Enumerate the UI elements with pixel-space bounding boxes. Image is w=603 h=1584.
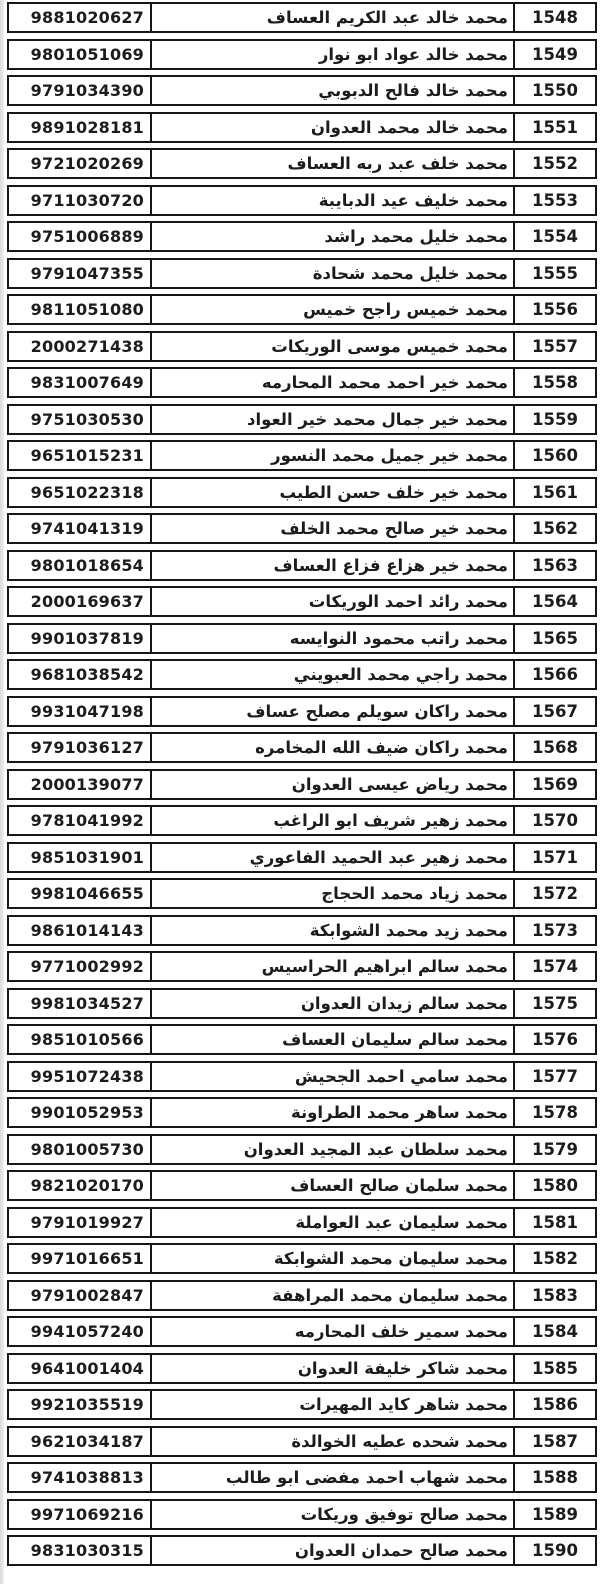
national-id-cell: 9801005730 — [9, 1136, 152, 1163]
name-cell: محمد شاكر خليفة العدوان — [297, 1358, 508, 1378]
table-row — [7, 878, 597, 909]
name-cell: محمد سليمان محمد المراهفة — [272, 1285, 508, 1305]
seq-cell: 1565 — [513, 625, 595, 652]
name-cell: محمد ساهر محمد الطراونة — [290, 1103, 508, 1122]
table-row — [7, 440, 597, 471]
seq-cell: 1589 — [513, 1501, 595, 1528]
national-id-cell: 9741041319 — [9, 515, 152, 542]
seq-cell: 1578 — [513, 1099, 595, 1126]
national-id-cell: 9951072438 — [9, 1063, 152, 1090]
name-cell: محمد سالم سليمان العساف — [282, 1030, 508, 1049]
name-cell: محمد سلطان عبد المجيد العدوان — [243, 1139, 508, 1159]
table-row — [7, 732, 597, 763]
seq-cell: 1583 — [513, 1282, 595, 1309]
national-id-cell: 9791019927 — [9, 1209, 152, 1236]
national-id-cell: 9811051080 — [9, 296, 152, 323]
seq-cell: 1567 — [513, 698, 595, 725]
table-row — [7, 951, 597, 982]
national-id-cell: 9901052953 — [9, 1099, 152, 1126]
table-row — [7, 1426, 597, 1457]
name-cell: محمد خليل محمد راشد — [324, 227, 508, 246]
national-id-cell: 9831030315 — [9, 1537, 152, 1564]
seq-cell: 1551 — [513, 114, 595, 141]
seq-cell: 1554 — [513, 223, 595, 250]
seq-cell: 1573 — [513, 917, 595, 944]
name-cell: محمد شاهر كايد المهيرات — [299, 1395, 508, 1414]
national-id-cell: 2000271438 — [9, 333, 152, 360]
name-cell: محمد سالم زيدان العدوان — [300, 993, 508, 1013]
name-cell: محمد خير خلف حسن الطيب — [279, 482, 508, 502]
seq-cell: 1548 — [513, 4, 595, 31]
table-row — [7, 1462, 597, 1493]
seq-cell: 1556 — [513, 296, 595, 323]
name-cell: محمد سليمان عبد العواملة — [295, 1212, 508, 1232]
national-id-cell: 9851031901 — [9, 844, 152, 871]
seq-cell: 1552 — [513, 150, 595, 177]
name-cell: محمد سليمان محمد الشوابكة — [273, 1249, 508, 1268]
name-cell: محمد خليل محمد شحادة — [312, 263, 508, 283]
national-id-cell: 9801018654 — [9, 552, 152, 579]
name-cell: محمد خير صالح محمد الخلف — [280, 519, 508, 538]
name-cell: محمد سلمان صالح العساف — [290, 1176, 508, 1195]
national-id-cell: 9971069216 — [9, 1501, 152, 1528]
registry-table — [7, 2, 597, 1572]
seq-cell: 1572 — [513, 880, 595, 907]
seq-cell: 1550 — [513, 77, 595, 104]
table-row — [7, 1134, 597, 1165]
name-cell: محمد خالد محمد العدوان — [310, 117, 508, 137]
seq-cell: 1581 — [513, 1209, 595, 1236]
table-row — [7, 75, 597, 106]
table-row — [7, 1170, 597, 1201]
name-cell: محمد خميس موسى الوريكات — [271, 336, 508, 356]
name-cell: محمد سامي احمد الجحيش — [294, 1066, 508, 1086]
seq-cell: 1580 — [513, 1172, 595, 1199]
name-cell: محمد خير هزاع فزاع العساف — [273, 555, 508, 575]
name-cell: محمد رياض عيسى العدوان — [291, 774, 508, 794]
table-row — [7, 148, 597, 179]
national-id-cell: 9941057240 — [9, 1318, 152, 1345]
table-row — [7, 988, 597, 1019]
table-row — [7, 112, 597, 143]
national-id-cell: 9831007649 — [9, 369, 152, 396]
name-cell: محمد سمير خلف المحارمه — [294, 1322, 508, 1341]
name-cell: محمد رائد احمد الوريكات — [308, 592, 508, 611]
national-id-cell: 9851010566 — [9, 1026, 152, 1053]
table-row — [7, 696, 597, 727]
seq-cell: 1555 — [513, 260, 595, 287]
national-id-cell: 9791034390 — [9, 77, 152, 104]
national-id-cell: 9861014143 — [9, 917, 152, 944]
name-cell: محمد خلف عبد ربه العساف — [287, 154, 508, 173]
national-id-cell: 9651015231 — [9, 442, 152, 469]
seq-cell: 1564 — [513, 588, 595, 615]
name-cell: محمد خميس راجح خميس — [303, 300, 508, 319]
table-row — [7, 404, 597, 435]
national-id-cell: 9791036127 — [9, 734, 152, 761]
table-row — [7, 1207, 597, 1238]
national-id-cell: 9901037819 — [9, 625, 152, 652]
seq-cell: 1576 — [513, 1026, 595, 1053]
table-row — [7, 842, 597, 873]
national-id-cell: 9801051069 — [9, 41, 152, 68]
table-row — [7, 367, 597, 398]
national-id-cell: 9651022318 — [9, 479, 152, 506]
table-row — [7, 1024, 597, 1055]
name-cell: محمد زياد محمد الحجاج — [321, 884, 508, 903]
table-row — [7, 1316, 597, 1347]
table-row — [7, 331, 597, 362]
national-id-cell: 9891028181 — [9, 114, 152, 141]
seq-cell: 1566 — [513, 661, 595, 688]
name-cell: محمد خالد فالح الدبوبي — [318, 81, 508, 100]
seq-cell: 1563 — [513, 552, 595, 579]
table-row — [7, 915, 597, 946]
national-id-cell: 9921035519 — [9, 1391, 152, 1418]
table-row — [7, 2, 597, 33]
seq-cell: 1568 — [513, 734, 595, 761]
seq-cell: 1571 — [513, 844, 595, 871]
seq-cell: 1569 — [513, 771, 595, 798]
table-row — [7, 1243, 597, 1274]
name-cell: محمد شحده عطيه الخوالدة — [291, 1431, 508, 1451]
national-id-cell: 9971016651 — [9, 1245, 152, 1272]
name-cell: محمد راكان سويلم مصلح عساف — [246, 701, 508, 721]
national-id-cell: 2000139077 — [9, 771, 152, 798]
name-cell: محمد خير جميل محمد النسور — [271, 446, 508, 465]
national-id-cell: 9681038542 — [9, 661, 152, 688]
table-row — [7, 1097, 597, 1128]
table-row — [7, 659, 597, 690]
seq-cell: 1588 — [513, 1464, 595, 1491]
seq-cell: 1553 — [513, 187, 595, 214]
national-id-cell: 9791002847 — [9, 1282, 152, 1309]
seq-cell: 1561 — [513, 479, 595, 506]
seq-cell: 1557 — [513, 333, 595, 360]
name-cell: محمد زهير شريف ابو الراغب — [273, 811, 508, 830]
national-id-cell: 9771002992 — [9, 953, 152, 980]
national-id-cell: 9821020170 — [9, 1172, 152, 1199]
table-row — [7, 1353, 597, 1384]
name-cell: محمد زيد محمد الشوابكة — [309, 920, 508, 940]
seq-cell: 1579 — [513, 1136, 595, 1163]
table-row — [7, 258, 597, 289]
seq-cell: 1559 — [513, 406, 595, 433]
name-cell: محمد خالد عواد ابو نوار — [318, 44, 508, 64]
seq-cell: 1560 — [513, 442, 595, 469]
table-row — [7, 586, 597, 617]
name-cell: محمد راكان ضيف الله المخامره — [255, 738, 508, 757]
table-row — [7, 1280, 597, 1311]
table-row — [7, 39, 597, 70]
seq-cell: 1587 — [513, 1428, 595, 1455]
seq-cell: 1590 — [513, 1537, 595, 1564]
national-id-cell: 9931047198 — [9, 698, 152, 725]
seq-cell: 1582 — [513, 1245, 595, 1272]
seq-cell: 1585 — [513, 1355, 595, 1382]
national-id-cell: 9881020627 — [9, 4, 152, 31]
name-cell: محمد خير احمد محمد المحارمه — [261, 373, 508, 392]
name-cell: محمد راجي محمد العبويني — [293, 665, 508, 684]
national-id-cell: 9621034187 — [9, 1428, 152, 1455]
table-row — [7, 1389, 597, 1420]
seq-cell: 1562 — [513, 515, 595, 542]
name-cell: محمد راتب محمود النوايسه — [289, 628, 508, 648]
scan-edge-line — [0, 0, 4, 1584]
table-row — [7, 805, 597, 836]
table-row — [7, 623, 597, 654]
table-row — [7, 1061, 597, 1092]
national-id-cell: 9721020269 — [9, 150, 152, 177]
national-id-cell: 9711030720 — [9, 187, 152, 214]
national-id-cell: 9741038813 — [9, 1464, 152, 1491]
seq-cell: 1586 — [513, 1391, 595, 1418]
seq-cell: 1570 — [513, 807, 595, 834]
national-id-cell: 9641001404 — [9, 1355, 152, 1382]
name-cell: محمد صالح حمدان العدوان — [294, 1541, 508, 1560]
table-row — [7, 294, 597, 325]
seq-cell: 1549 — [513, 41, 595, 68]
national-id-cell: 9751030530 — [9, 406, 152, 433]
name-cell: محمد شهاب احمد مفضى ابو طالب — [225, 1468, 508, 1487]
name-cell: محمد خير جمال محمد خير العواد — [246, 409, 508, 429]
national-id-cell: 9981046655 — [9, 880, 152, 907]
table-row — [7, 221, 597, 252]
seq-cell: 1575 — [513, 990, 595, 1017]
table-row — [7, 550, 597, 581]
table-row — [7, 1535, 597, 1566]
table-row — [7, 185, 597, 216]
national-id-cell: 9791047355 — [9, 260, 152, 287]
seq-cell: 1574 — [513, 953, 595, 980]
table-row — [7, 1499, 597, 1530]
national-id-cell: 9781041992 — [9, 807, 152, 834]
seq-cell: 1558 — [513, 369, 595, 396]
name-cell: محمد سالم ابراهيم الحراسيس — [261, 957, 508, 976]
seq-cell: 1577 — [513, 1063, 595, 1090]
name-cell: محمد زهير عبد الحميد الفاعوري — [249, 847, 508, 867]
seq-cell: 1584 — [513, 1318, 595, 1345]
national-id-cell: 9981034527 — [9, 990, 152, 1017]
table-row — [7, 769, 597, 800]
name-cell: محمد خالد عبد الكريم العساف — [266, 8, 508, 27]
table-row — [7, 477, 597, 508]
name-cell: محمد خليف عيد الدبايبة — [318, 190, 508, 210]
name-cell: محمد صالح توفيق وريكات — [300, 1504, 508, 1524]
table-row — [7, 513, 597, 544]
national-id-cell: 9751006889 — [9, 223, 152, 250]
national-id-cell: 2000169637 — [9, 588, 152, 615]
